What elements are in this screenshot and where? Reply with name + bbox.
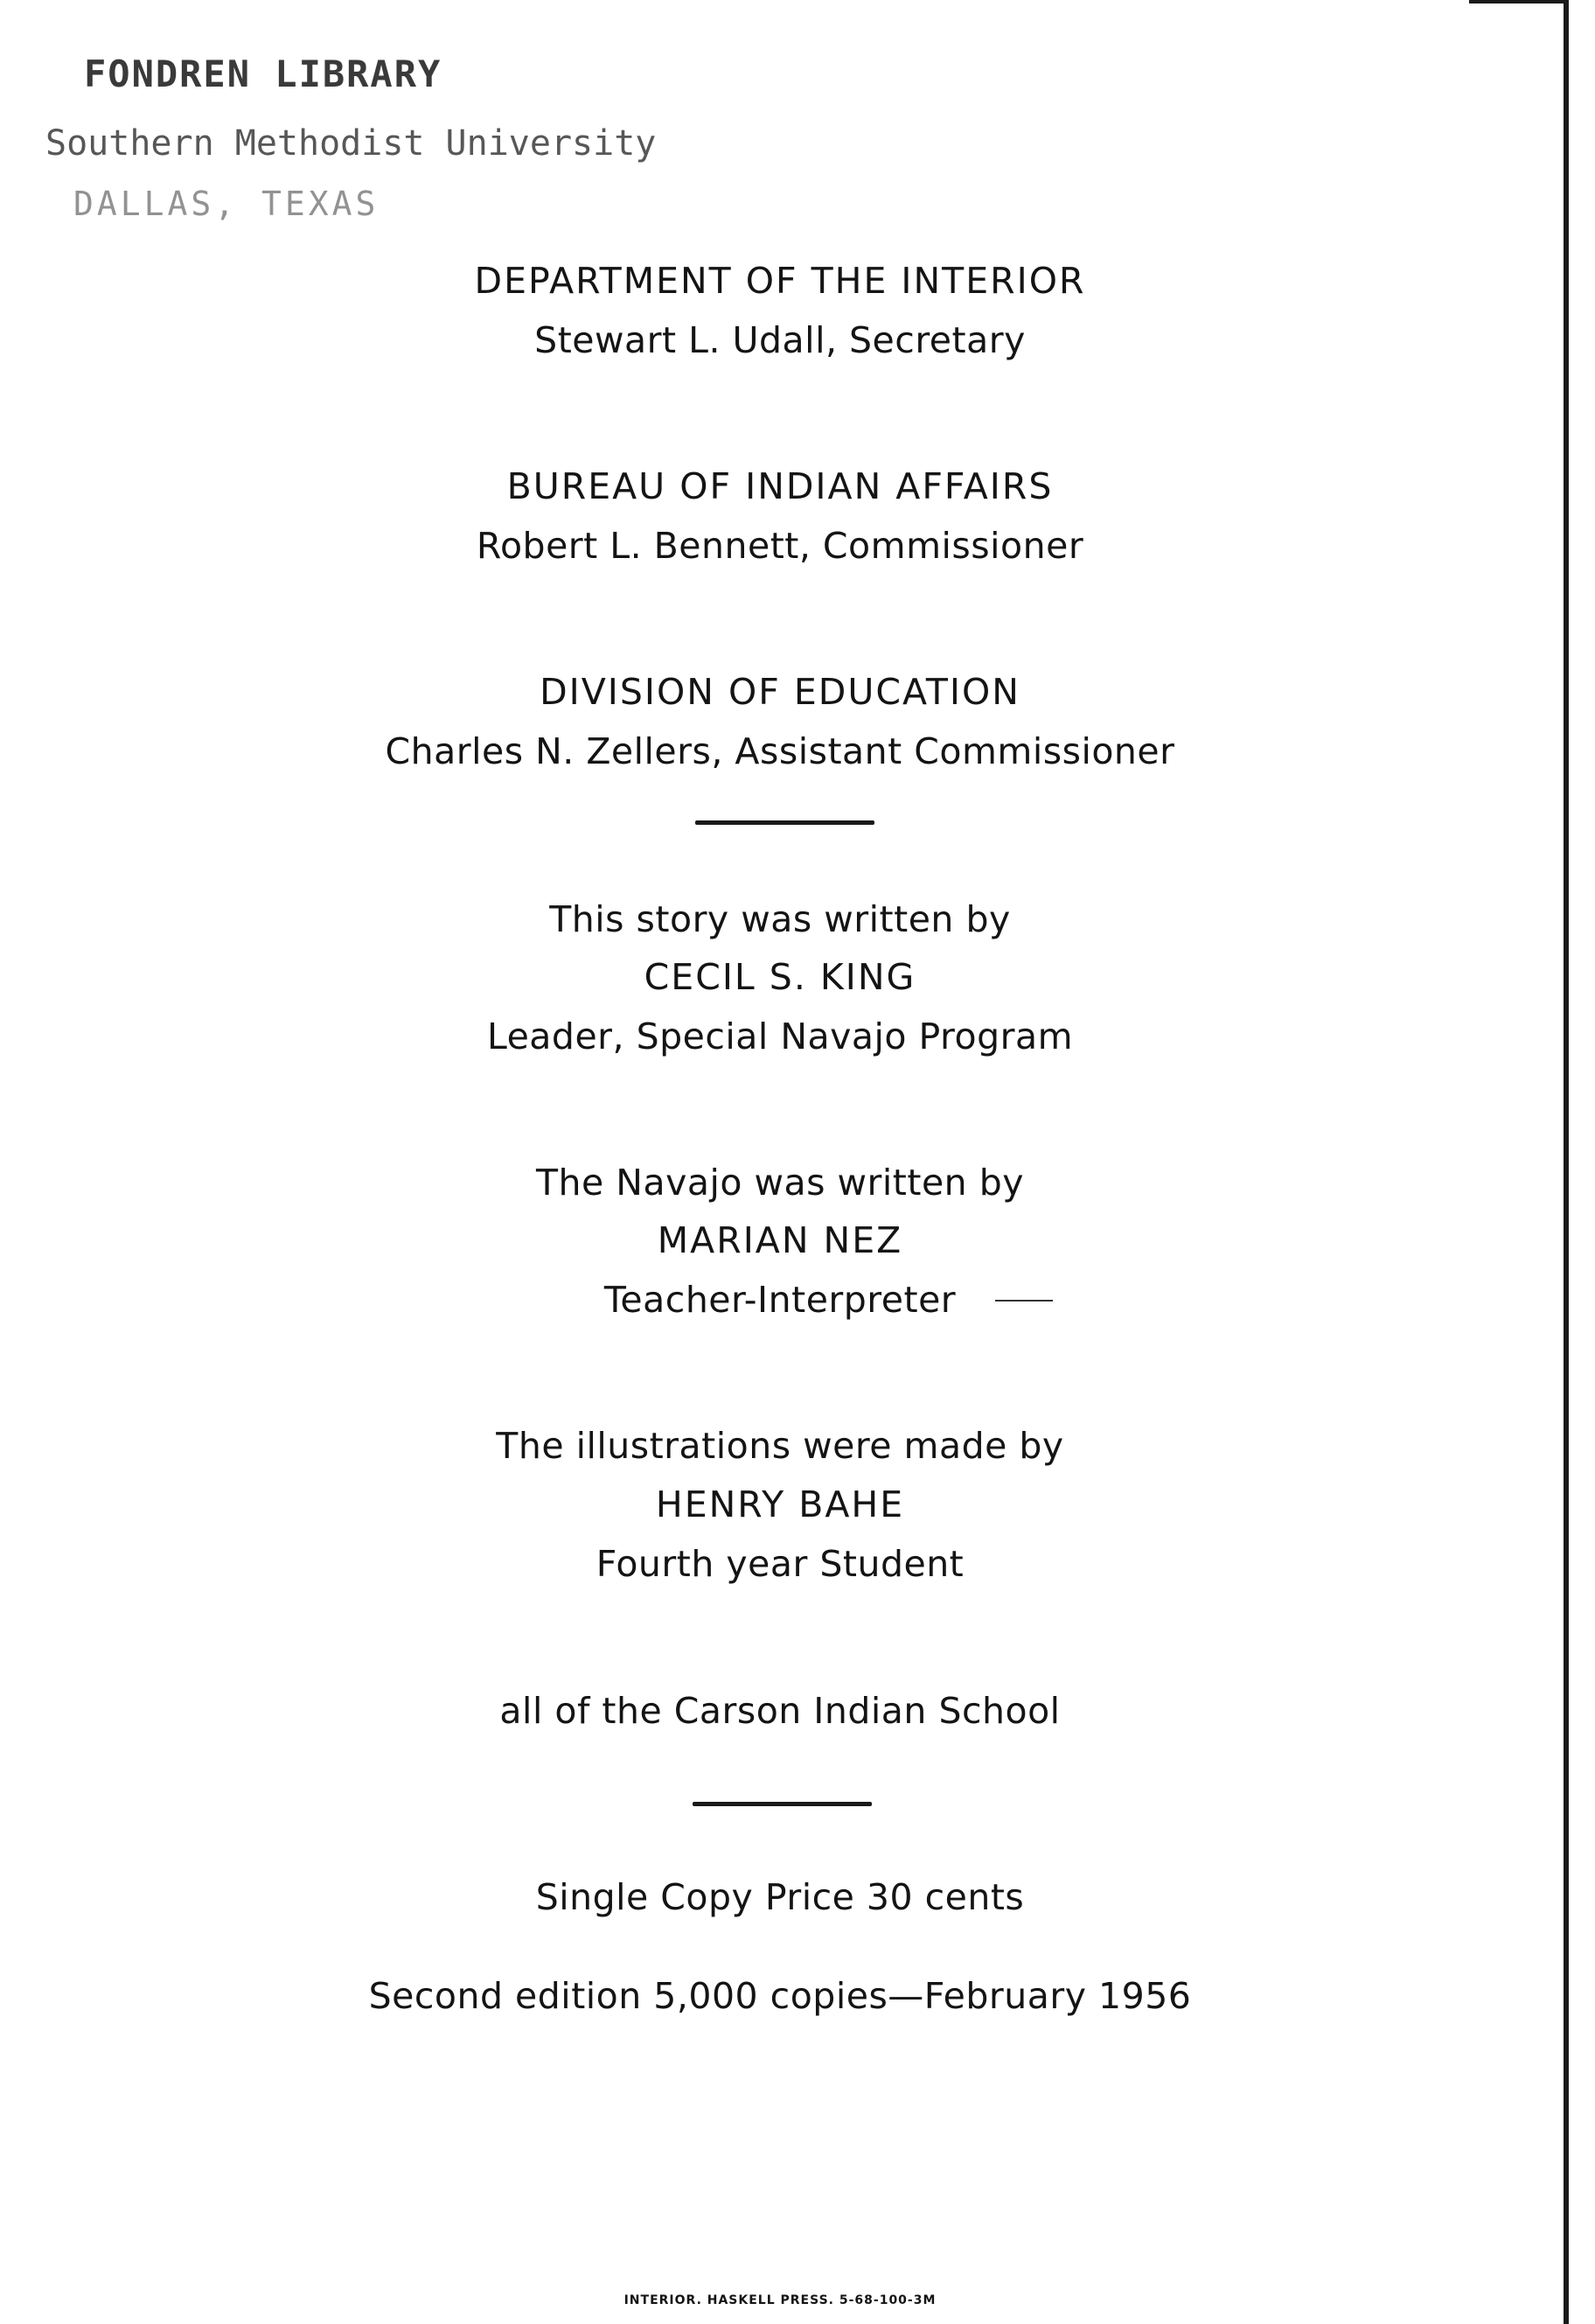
single-copy-price: Single Copy Price 30 cents	[535, 1876, 1025, 1918]
section-divider-bottom	[693, 1802, 872, 1806]
navajo-author: MARIAN NEZ	[657, 1219, 903, 1261]
stray-dash	[995, 1300, 1053, 1302]
school-affiliation: all of the Carson Indian School	[499, 1690, 1061, 1732]
navajo-intro: The Navajo was written by	[536, 1162, 1024, 1204]
printer-imprint: INTERIOR. HASKELL PRESS. 5-68-100-3M	[623, 2293, 937, 2307]
stamp-line-2: Southern Methodist University	[45, 123, 657, 164]
story-intro: This story was written by	[549, 898, 1011, 940]
scan-edge-top	[1469, 0, 1565, 3]
navajo-author-role: Teacher-Interpreter	[603, 1279, 957, 1321]
story-author-role: Leader, Special Navajo Program	[486, 1015, 1074, 1057]
bureau-title: BUREAU OF INDIAN AFFAIRS	[506, 465, 1054, 507]
story-author: CECIL S. KING	[644, 956, 916, 998]
department-secretary: Stewart L. Udall, Secretary	[534, 319, 1026, 361]
stamp-line-1: FONDREN LIBRARY	[84, 52, 442, 95]
division-title: DIVISION OF EDUCATION	[540, 671, 1020, 713]
illustrations-intro: The illustrations were made by	[496, 1425, 1064, 1467]
stamp-line-3: DALLAS, TEXAS	[73, 185, 380, 223]
section-divider-top	[695, 820, 874, 825]
division-assistant-commissioner: Charles N. Zellers, Assistant Commissioner	[385, 730, 1175, 772]
scan-edge	[1564, 0, 1569, 2324]
department-title: DEPARTMENT OF THE INTERIOR	[474, 260, 1086, 302]
edition-info: Second edition 5,000 copies—February 1956	[368, 1975, 1192, 2017]
bureau-commissioner: Robert L. Bennett, Commissioner	[476, 525, 1084, 567]
illustrator-role: Fourth year Student	[596, 1543, 965, 1585]
illustrator-name: HENRY BAHE	[655, 1483, 905, 1525]
